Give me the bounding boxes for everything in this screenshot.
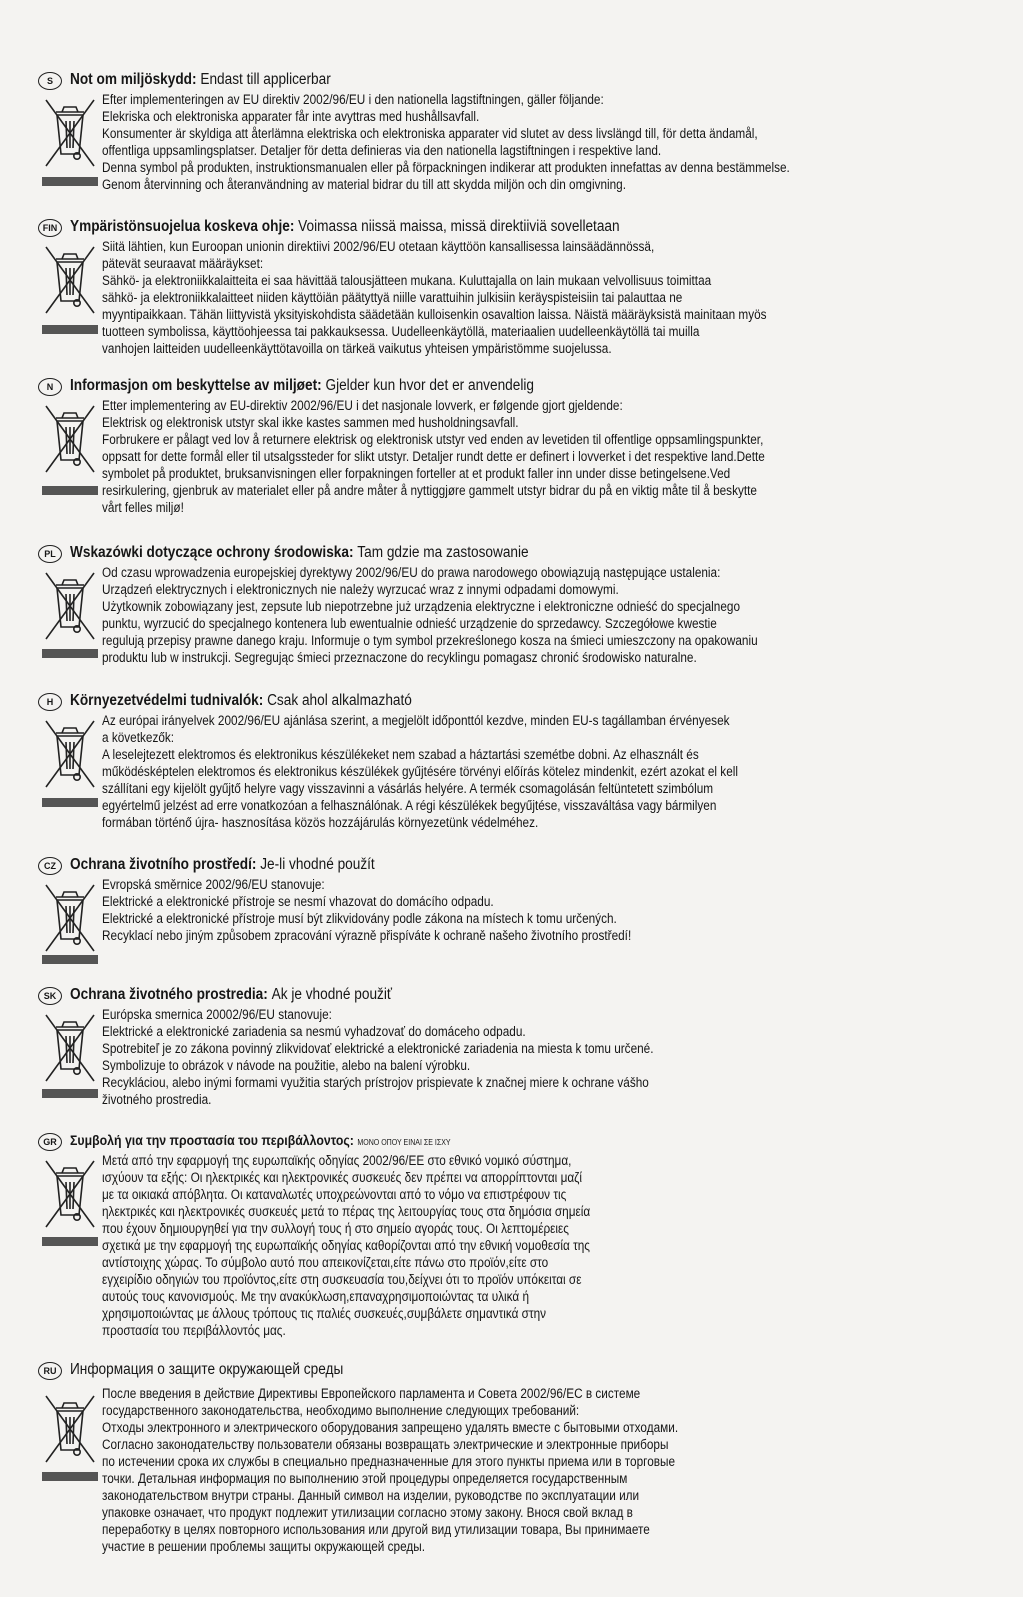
section-body: Μετά από την εφαρμογή της ευρωπαϊκής οδηγίας 2002/96/ΕΕ στο εθνικό νομικό σύστημα, ισχύουν τα εξής: Οι ηλεκτρικές και ηλεκτρονικές συσκευές δεν πρέπει να απορρίπτονται μαζί με τα οικιακά απόβλητα. Οι καταναλωτές υποχρεώνονται από το νόμο να επιστρέφουν τις ηλεκτρικές και ηλεκτρονικές συσκευές μετά το πέρας της λειτουργίας τους στα δημόσια σημεία που έχουν δημιουργηθεί για την συλλογή τους ή στο σημείο αγοράς τους. Οι λεπτομέρειες σχετικά με την εφαρμογή της ευρωπαϊκής οδηγίας καθορίζονται από την εθνική νομοθεσία της αντίστοιχης χώρας. Το σύμβολο αυτό που απεικονίζεται,είτε πάνω στο προϊόν,είτε στο εγχειρίδιο οδηγιών του προϊόντος,είτε στη συσκευασία του,δείχνει ότι το προϊόν υπόκειται σε αυτούς τους κανονισμούς. Με την ανακύκλωση,επαναχρησιμοποιώντας τα υλικά ή χρησιμοποιώντας με άλλους τρόπους τις παλιές συσκευές,συμβάλετε σημαντικά στην προστασία του περιβάλλοντός μας. <box>102 1153 591 1338</box>
country-code-badge: H <box>38 693 62 711</box>
country-code-badge: N <box>38 378 62 396</box>
marking-bar <box>42 1472 98 1481</box>
section-body: Od czasu wprowadzenia europejskiej dyrektywy 2002/96/EU do prawa narodowego obowiązują następujące ustalenia: Urządzeń elektrycznych i elektronicznych nie należy wyrzucać wraz z innymi odpadami domowymi. Użytkownik zobowiązany jest, zepsute lub niepotrzebne już urządzenia elektryczne i elektroniczne odnieść do specjalnego punktu, wyrzucić do specjalnego kontenera lub ewentualnie odnieść urządzenie do sprzedawcy. Szczegółowe kwestie regulują przepisy prawne danego kraju. Informuje o tym symbol przekreślonego kosza na śmieci umieszczony na opakowaniu produktu lub w instrukcji. Segregując śmieci przeznaczone do recyklingu pomagasz chronić środowisko naturalne. <box>102 565 758 665</box>
section-title: Ochrana životního prostředí: Je-li vhodné použít <box>70 856 375 873</box>
country-code-badge: GR <box>38 1133 62 1151</box>
country-code-badge: RU <box>38 1362 62 1380</box>
section-body: Evropská směrnice 2002/96/EU stanovuje: Elektrické a elektronické přístroje se nesmí vhazovat do domácího odpadu. Elektrické a elektronické přístroje musí být zlikvidovány podle zákona na místech k tomu určených. Recyklací nebo jiným způsobem zpracování výrazně přispíváte k ochraně našeho životního prostředí! <box>102 877 632 943</box>
marking-bar <box>42 955 98 964</box>
marking-bar <box>42 798 98 807</box>
marking-bar <box>42 177 98 186</box>
section-body: Etter implementering av EU-direktiv 2002/96/EU i det nasjonale lovverk, er følgende gjort gjeldende: Elektrisk og elektronisk utstyr skal ikke kastes sammen med husholdningsavfall. Forbrukere er pålagt ved lov å returnere elektrisk og elektronisk utstyr ved enden av levetiden til offentlige oppsamlingspunkter, oppsatt for dette formål eller til utsalgssteder for slikt utstyr. Detaljer rundt dette er definert i lovverket i det respektive land.Dette symbolet på produktet, bruksanvisningen eller forpakningen forteller at et produkt faller inn under disse betingelsene.Ved resirkulering, gjenbruk av materialet eller på andre måter å nyttiggjøre gammelt utstyr bidrar du på en viktig måte til å beskytte vårt felles miljø! <box>102 398 765 515</box>
section-title: Informasjon om beskyttelse av miljøet: Gjelder kun hvor det er anvendelig <box>70 377 534 394</box>
crossed-out-bin-icon <box>42 879 98 959</box>
crossed-out-bin-icon <box>42 400 98 480</box>
marking-bar <box>42 649 98 658</box>
section-body: Európska smernica 20002/96/EU stanovuje: Elektrické a elektronické zariadenia sa nesmú vyhadzovať do domáceho odpadu. Spotrebiteľ je zo zákona povinný zlikvidovať elektrické a elektronické zariadenia na miesta k tomu určené. Symbolizuje to obrázok v návode na použitie, alebo na balení výrobku. Recykláciou, alebo inými formami využitia starých prístrojov prispievate k značnej miere k ochrane vášho životného prostredia. <box>102 1007 654 1107</box>
section-title: Wskazówki dotyczące ochrony środowiska: Tam gdzie ma zastosowanie <box>70 544 529 561</box>
section-title: Συμβολή για την προστασία του περιβάλλοντος: ΜΟΝΟ ΟΠΟΥ ΕΙΝΑΙ ΣΕ ΙΣΧΥ <box>70 1132 451 1148</box>
crossed-out-bin-icon <box>42 1155 98 1235</box>
country-code-badge: FIN <box>38 219 62 237</box>
marking-bar <box>42 1237 98 1246</box>
crossed-out-bin-icon <box>42 1009 98 1089</box>
crossed-out-bin-icon <box>42 715 98 795</box>
section-title: Ochrana životného prostredia: Ak je vhodné použiť <box>70 986 392 1003</box>
section-body: После введения в действие Директивы Европейского парламента и Совета 2002/96/ЕС в системе государственного законодательства, необходимо выполнение следующих требований: Отходы электронного и электрического оборудования запрещено удалять вместе с бытовыми отходами. Согласно законодательству пользователи обязаны возвращать электрические и электронные приборы по истечении срока их службы в специально предназначенные для этого пункты приема или в торговые точки. Детальная информация по выполнению этой процедуры определяется государственным законодательством внутри страны. Данный символ на изделии, руководстве по эксплуатации или упаковке означает, что продукт подлежит утилизации согласно этому закону. Внося свой вклад в переработку в целях повторного использования или другой вид утилизации товара, Вы принимаете участие в решении проблемы защиты окружающей среды. <box>102 1386 679 1554</box>
crossed-out-bin-icon <box>42 1390 98 1470</box>
marking-bar <box>42 325 98 334</box>
section-title: Környezetvédelmi tudnivalók: Csak ahol alkalmazható <box>70 692 412 709</box>
section-body: Az európai irányelvek 2002/96/EU ajánlása szerint, a megjelölt időponttól kezdve, minden EU-s tagállamban érvényesek a következők: A leselejtezett elektromos és elektronikus készülékeket nem szabad a háztartási szemétbe dobni. Az elhasznált és működésképtelen elektromos és elektronikus készülékek gyűjtésére törvényi előírás kötelez mindenkit, ezért azokat el kell szállítani egy kijelölt gyűjtő helyre vagy visszavinni a vásárlás helyére. A termék csomagolásán feltüntetett szimbólum egyértelmű jelzést ad erre vonatkozóan a felhasználónak. A régi készülékek begyűjtése, visszaváltása vagy bármilyen formában történő újra- hasznosítása közös hozzájárulás környezetünk védelméhez. <box>102 713 738 830</box>
marking-bar <box>42 1089 98 1098</box>
country-code-badge: S <box>38 72 62 90</box>
crossed-out-bin-icon <box>42 567 98 647</box>
section-title: Not om miljöskydd: Endast till applicerbar <box>70 71 331 88</box>
section-title: Ympäristönsuojelua koskeva ohje: Voimassa niissä maissa, missä direktiiviä sovelletaan <box>70 218 620 235</box>
crossed-out-bin-icon <box>42 94 98 174</box>
country-code-badge: CZ <box>38 857 62 875</box>
section-title: Информация о защите окружающей среды <box>70 1361 344 1378</box>
section-body: Siitä lähtien, kun Euroopan unionin direktiivi 2002/96/EU otetaan käyttöön kansallisessa lainsäädännössä, pätevät seuraavat määräykset: Sähkö- ja elektroniikkalaitteita ei saa hävittää talousjätteen mukana. Kuluttajalla on lain mukaan velvollisuus toimittaa sähkö- ja elektroniikkalaitteet niiden käyttöiän päätyttyä niille varattuihin julkisiin keräyspisteisiin tai palauttaa ne myyntipaikkaan. Tähän liittyvistä yksityiskohdista säädetään kulloisenkin osavaltion laissa. Näistä määräyksistä mainitaan myös tuotteen symbolissa, käyttöohjeessa tai pakkauksessa. Uudelleenkäytöllä, materiaalien uudelleenkäytöllä tai muilla vanhojen laitteiden uudelleenkäyttötavoilla on tärkeä vaikutus yhteisen ympäristömme suojelussa. <box>102 239 767 356</box>
country-code-badge: PL <box>38 545 62 563</box>
marking-bar <box>42 486 98 495</box>
country-code-badge: SK <box>38 987 62 1005</box>
crossed-out-bin-icon <box>42 241 98 321</box>
section-body: Efter implementeringen av EU direktiv 2002/96/EU i den nationella lagstiftningen, gäller följande: Elekriska och elektroniska apparater får inte avyttras med hushållsavfall. Konsumenter är skyldiga att återlämna elektriska och elektroniska apparater vid slutet av dess livslängd till, för detta ändamål, offentliga uppsamlingsplatser. Detaljer för detta definieras via den nationella lagstiftningen i respektive land. Denna symbol på produkten, instruktionsmanualen eller på förpackningen indikerar att produkten innefattas av denna bestämmelse. Genom återvinning och återanvändning av material bidrar du till att skydda miljön och din omgivning. <box>102 92 790 192</box>
